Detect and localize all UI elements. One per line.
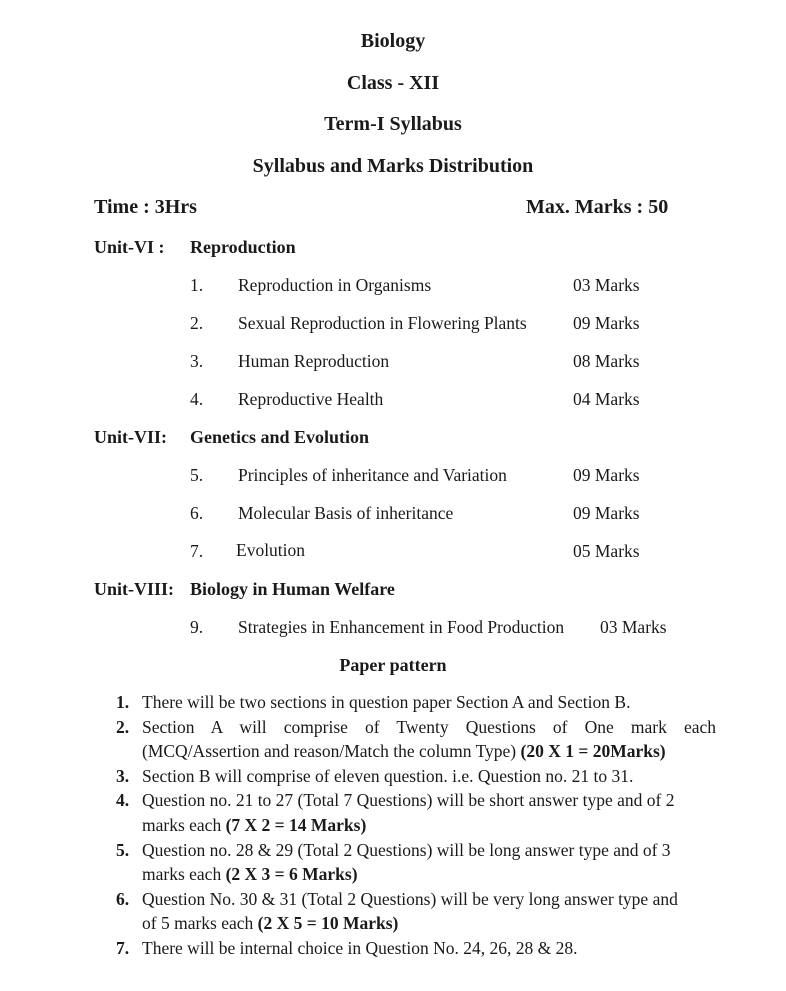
paper-pattern-list [116,690,716,961]
unit-label: Unit-VIII: [94,579,175,599]
chapter-number: 7. [190,541,204,561]
chapter-name: Evolution [236,540,306,560]
time-label: Time : 3Hrs [94,196,197,218]
point-number: 1. [116,692,130,712]
chapter-name: Strategies in Enhancement in Food Production [238,617,565,637]
unit-title: Biology in Human Welfare [190,579,395,599]
chapter-number: 4. [190,389,204,409]
list-item [116,788,716,837]
chapter-number: 2. [190,313,204,333]
list-item [116,715,716,764]
subject-title: Biology [360,30,426,52]
point-number: 3. [116,765,130,786]
list-item [116,838,716,887]
chapter-number: 9. [190,617,204,637]
point-number: 4. [116,790,130,811]
point-marks: (7 X 2 = 14 Marks) [225,814,367,835]
chapter-marks: 09 Marks [573,465,640,485]
list-item [116,887,716,936]
term-title: Term-I Syllabus [324,113,462,135]
point-number: 7. [116,937,130,958]
point-text: There will be two sections in question paper Section A and Section B. [142,692,631,712]
chapter-name: Molecular Basis of inheritance [238,503,454,523]
unit-label: Unit-VI : [94,237,165,257]
chapter-name: Principles of inheritance and Variation [238,465,507,485]
chapter-number: 6. [190,503,204,523]
paper-pattern-heading: Paper pattern [339,655,447,675]
unit-label: Unit-VII: [94,427,168,447]
point-marks: (20 X 1 = 20Marks) [520,741,666,762]
chapter-marks: 05 Marks [573,541,640,561]
chapter-number: 1. [190,275,204,295]
list-item [116,690,716,715]
chapter-number: 5. [190,465,204,485]
syllabus-subtitle: Syllabus and Marks Distribution [252,155,534,177]
chapter-name: Reproduction in Organisms [238,275,432,295]
class-title: Class - XII [346,72,440,94]
chapter-name: Human Reproduction [238,351,390,371]
point-text: Question no. 28 & 29 (Total 2 Questions) will be long answer type and of 3 marks each [142,839,671,885]
chapter-name: Reproductive Health [238,389,384,409]
point-text: Question no. 21 to 27 (Total 7 Questions) will be short answer type and of 2 marks each [142,790,675,835]
point-number: 5. [116,839,130,860]
list-item [116,936,716,961]
chapter-number: 3. [190,351,204,371]
list-item [116,764,716,789]
chapter-marks: 08 Marks [573,351,640,371]
point-number: 2. [116,716,130,737]
unit-title: Reproduction [190,237,296,257]
point-marks: (2 X 5 = 10 Marks) [257,913,399,934]
point-text-line1: Section A will comprise of Twenty Questions of One mark each [142,716,716,737]
point-text: There will be internal choice in Question No. 24, 26, 28 & 28. [142,937,578,958]
point-text: Question No. 30 & 31 (Total 2 Questions) will be very long answer type and of 5 marks each [142,888,678,934]
max-marks-label: Max. Marks : 50 [526,196,669,218]
point-marks: (2 X 3 = 6 Marks) [225,864,358,885]
chapter-marks: 04 Marks [573,389,640,409]
chapter-marks: 03 Marks [600,617,667,637]
point-text: (MCQ/Assertion and reason/Match the column Type) [142,741,521,762]
point-number: 6. [116,888,130,909]
chapter-marks: 03 Marks [573,275,640,295]
chapter-marks: 09 Marks [573,503,640,523]
unit-title: Genetics and Evolution [190,427,370,447]
chapter-name: Sexual Reproduction in Flowering Plants [238,313,527,333]
point-text: Section B will comprise of eleven question. i.e. Question no. 21 to 31. [142,765,634,786]
chapter-marks: 09 Marks [573,313,640,333]
